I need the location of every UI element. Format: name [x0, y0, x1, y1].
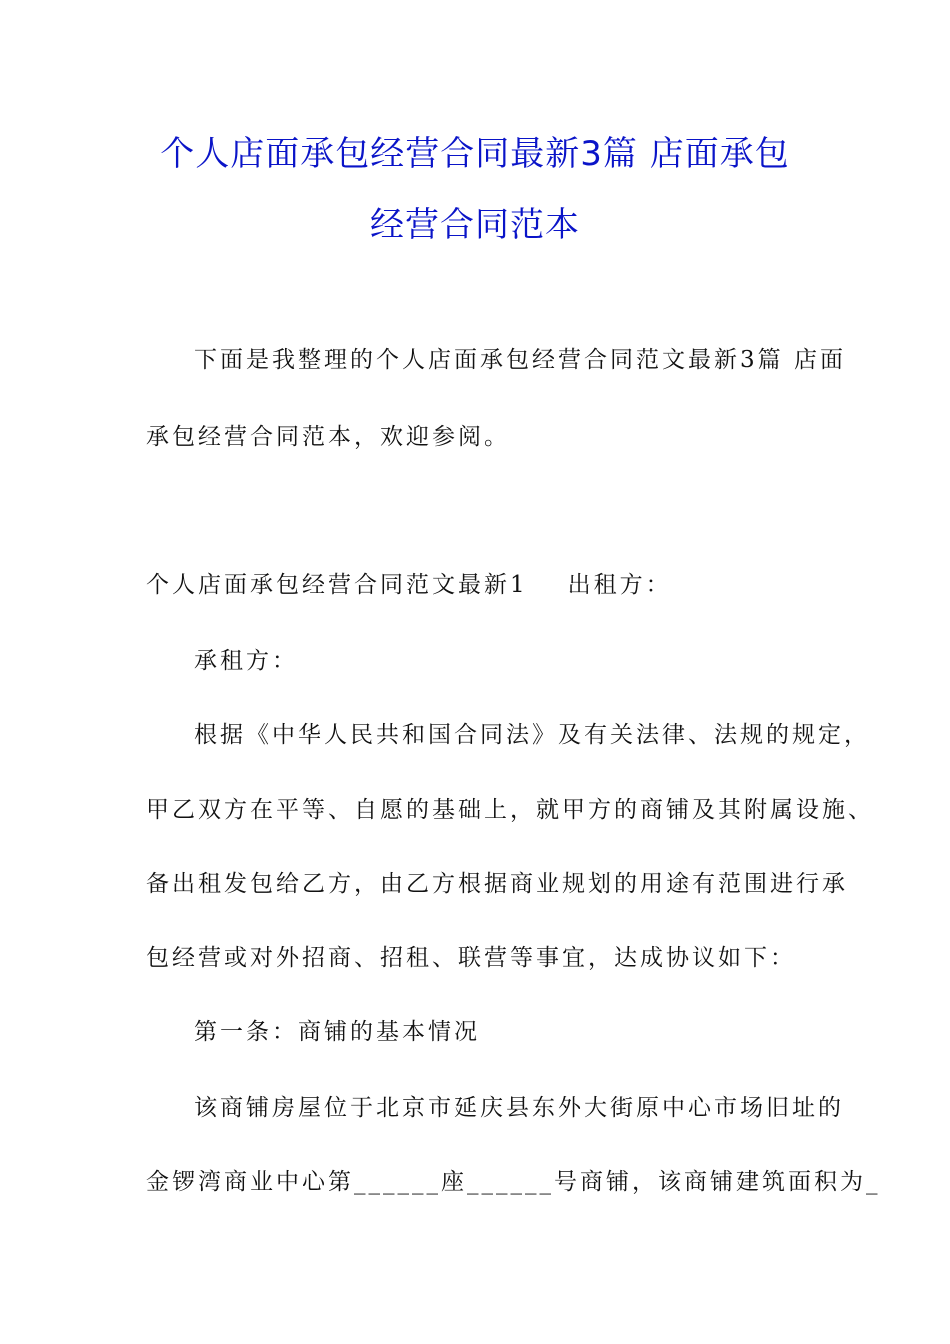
paragraph-line-1: 根据《中华人民共和国合同法》及有关法律、法规的规定， — [194, 722, 870, 748]
section-heading-line — [146, 570, 826, 600]
intro-line-1: 下面是我整理的个人店面承包经营合同范文最新3篇 店面 — [194, 347, 846, 373]
paragraph-line-3: 备出租发包给乙方，由乙方根据商业规划的用途有范围进行承 — [146, 871, 848, 897]
article-1-heading: 第一条：商铺的基本情况 — [194, 1019, 480, 1045]
document-title-line-2: 经营合同范本 — [370, 205, 580, 245]
article-1-line-2: 金锣湾商业中心第______座______号商铺，该商铺建筑面积为_ — [146, 1169, 881, 1195]
paragraph-line-4: 包经营或对外招商、招租、联营等事宜，达成协议如下： — [146, 945, 796, 971]
paragraph-line-2: 甲乙双方在平等、自愿的基础上，就甲方的商铺及其附属设施、 — [146, 797, 874, 823]
lessor-label: 出租方： — [567, 572, 672, 598]
document-title-line-1: 个人店面承包经营合同最新3篇 店面承包 — [160, 134, 790, 174]
lessee-label: 承租方： — [194, 648, 298, 674]
article-1-line-1: 该商铺房屋位于北京市延庆县东外大街原中心市场旧址的 — [194, 1095, 844, 1121]
section-heading: 个人店面承包经营合同范文最新1 — [146, 572, 528, 598]
intro-line-2: 承包经营合同范本，欢迎参阅。 — [146, 424, 510, 450]
